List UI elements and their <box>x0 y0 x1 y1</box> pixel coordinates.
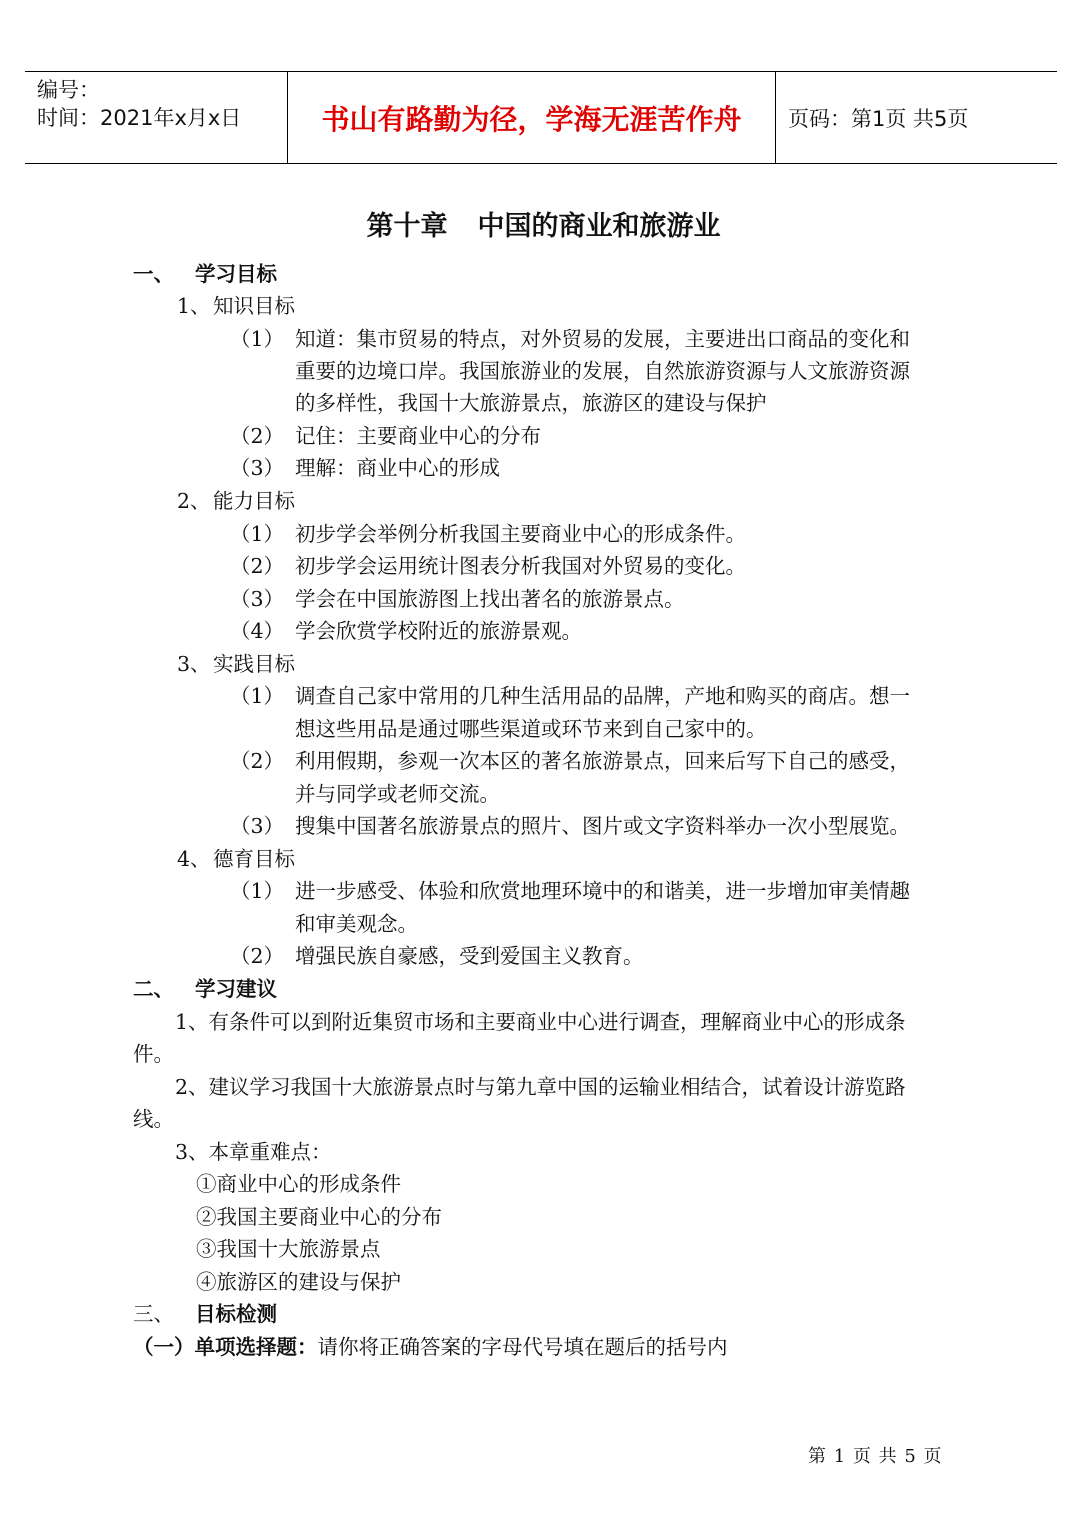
section-heading: 三、 目标检测 <box>133 1302 277 1326</box>
section-heading: 一、 学习目标 <box>133 262 277 286</box>
list-item: （1） 进一步感受、体验和欣赏地理环境中的和谐美，进一步增加审美情趣 <box>230 879 910 903</box>
list-item: （3） 理解：商业中心的形成 <box>230 456 500 480</box>
time-label: 时间：2021年x月x日 <box>37 106 242 130</box>
list-item: ②我国主要商业中心的分布 <box>196 1205 442 1229</box>
list-item: （2） 增强民族自豪感，受到爱国主义教育。 <box>230 944 644 968</box>
header-page-info: 页码：第1页 共5页 <box>788 106 969 131</box>
list-item: （3） 学会在中国旅游图上找出著名的旅游景点。 <box>230 587 685 611</box>
list-item: ④旅游区的建设与保护 <box>196 1270 401 1294</box>
list-item: （2） 初步学会运用统计图表分析我国对外贸易的变化。 <box>230 554 746 578</box>
list-item: （1） 初步学会举例分析我国主要商业中心的形成条件。 <box>230 522 746 546</box>
subsection-heading: 3、 实践目标 <box>177 652 295 676</box>
list-item: （2） 利用假期，参观一次本区的著名旅游景点，回来后写下自己的感受， <box>230 749 910 773</box>
paragraph-line: 2、建议学习我国十大旅游景点时与第九章中国的运输业相结合，试着设计游览路 <box>175 1075 906 1099</box>
chapter-name: 中国的商业和旅游业 <box>477 211 721 242</box>
list-item-cont: 想这些用品是通过哪些渠道或环节来到自己家中的。 <box>295 717 767 741</box>
list-item: （1） 调查自己家中常用的几种生活用品的品牌，产地和购买的商店。想一 <box>230 684 910 708</box>
section-heading: 二、 学习建议 <box>133 977 277 1001</box>
page-header <box>25 71 1057 164</box>
list-item: （1） 知道：集市贸易的特点，对外贸易的发展，主要进出口商品的变化和 <box>230 327 910 351</box>
list-item: ③我国十大旅游景点 <box>196 1237 381 1261</box>
list-item: ①商业中心的形成条件 <box>196 1172 401 1196</box>
subsection-heading: 2、 能力目标 <box>177 489 295 513</box>
header-motto: 书山有路勤为径，学海无涯苦作舟 <box>288 72 776 163</box>
list-item-cont: 的多样性，我国十大旅游景点，旅游区的建设与保护 <box>295 391 767 415</box>
paragraph-line: 1、有条件可以到附近集贸市场和主要商业中心进行调查，理解商业中心的形成条 <box>175 1010 906 1034</box>
paragraph-line: 线。 <box>133 1107 174 1131</box>
chapter-number: 第十章 <box>366 211 448 242</box>
document-title <box>0 207 1087 247</box>
header-meta <box>25 72 288 163</box>
list-item-cont: 和审美观念。 <box>295 912 418 936</box>
paragraph-line: 3、本章重难点： <box>175 1140 332 1164</box>
subsection-heading: 1、 知识目标 <box>177 294 295 318</box>
page-footer: 第 1 页 共 5 页 <box>808 1446 943 1467</box>
list-item-cont: 并与同学或老师交流。 <box>295 782 500 806</box>
question-heading: （一）单项选择题：请你将正确答案的字母代号填在题后的括号内 <box>133 1335 728 1359</box>
list-item: （4） 学会欣赏学校附近的旅游景观。 <box>230 619 582 643</box>
subsection-heading: 4、 德育目标 <box>177 847 295 871</box>
list-item-cont: 重要的边境口岸。我国旅游业的发展，自然旅游资源与人文旅游资源 <box>295 359 910 383</box>
list-item: （2） 记住：主要商业中心的分布 <box>230 424 541 448</box>
paragraph-line: 件。 <box>133 1042 174 1066</box>
code-label: 编号： <box>37 78 100 102</box>
list-item: （3） 搜集中国著名旅游景点的照片、图片或文字资料举办一次小型展览。 <box>230 814 910 838</box>
